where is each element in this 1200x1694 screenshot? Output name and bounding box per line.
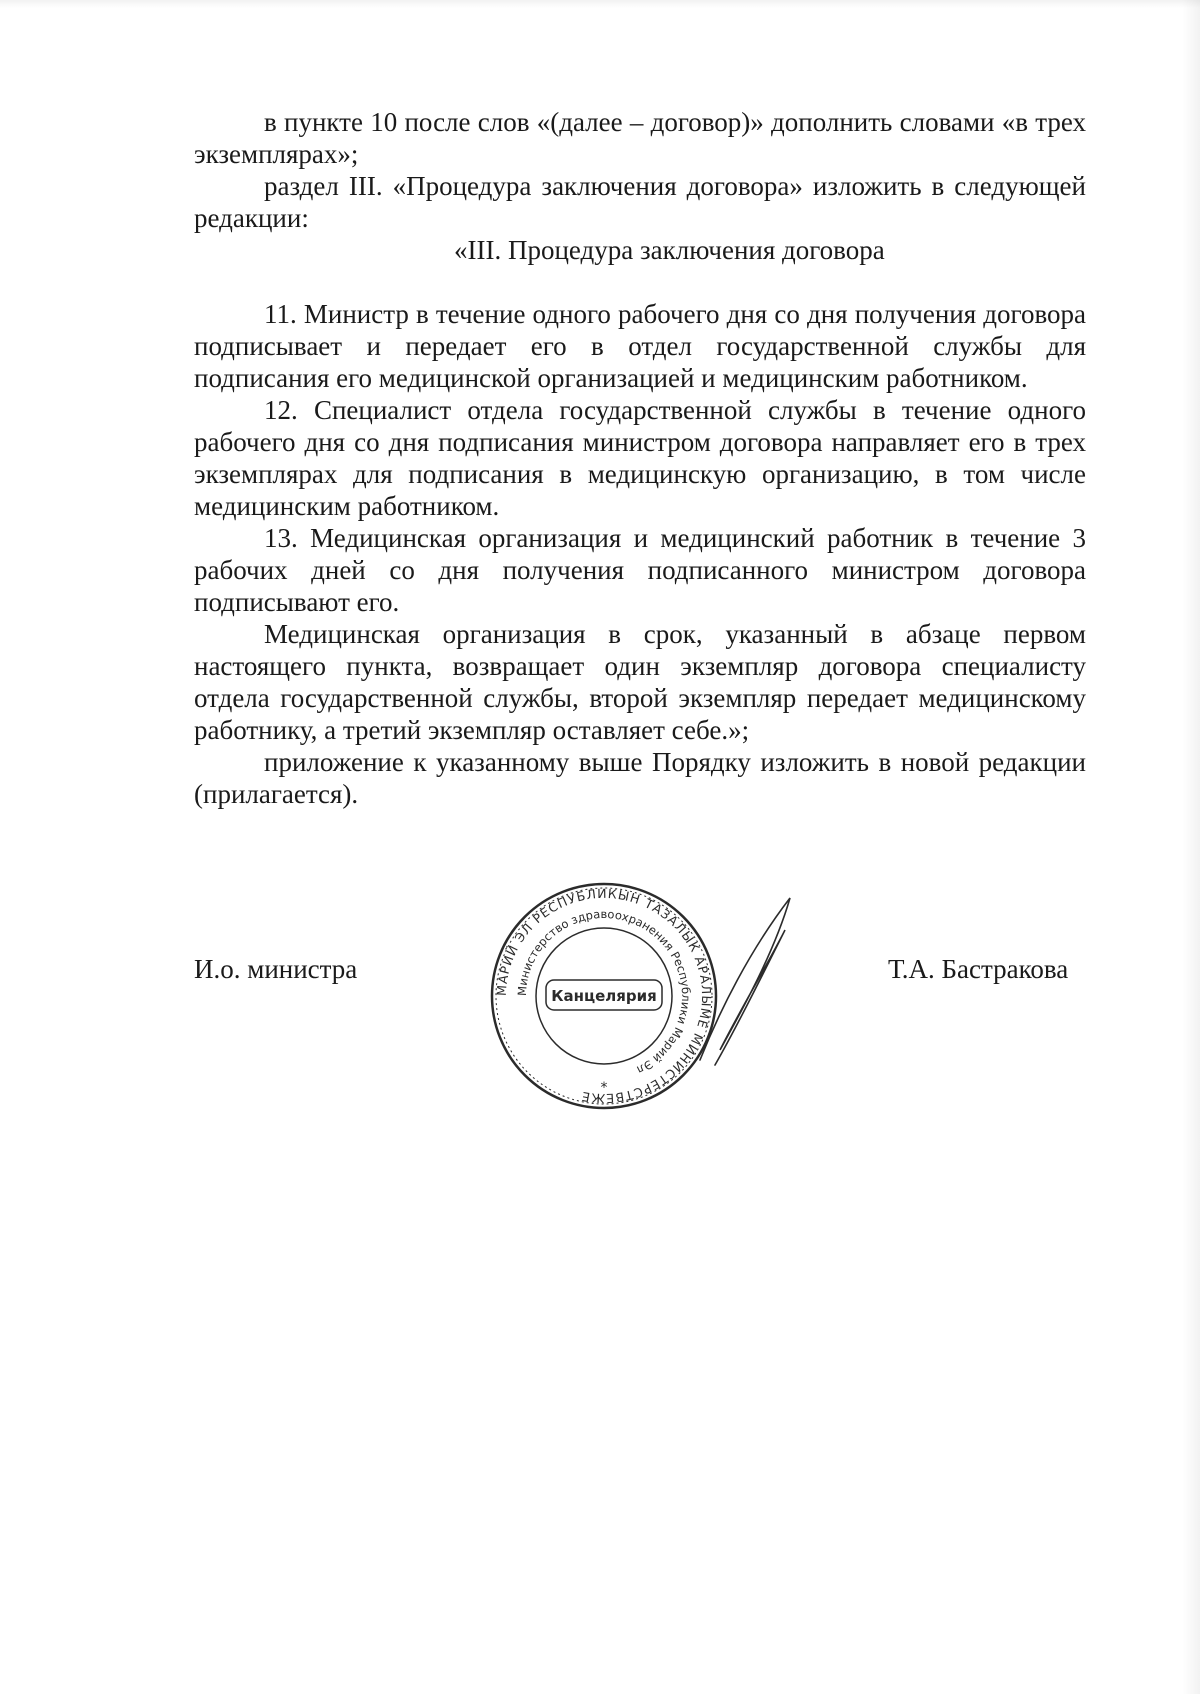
paragraph-13-second: Медицинская организация в срок, указанный в абзаце первом настоящего пункта, возвращает один экземпляр договора специалисту отдела государственной службы, второй экземпляр передает медицинскому работнику, а третий экземпляр оставляет себе.»; <box>194 619 1086 745</box>
paragraph-13: 13. Медицинская организация и медицинский работник в течение 3 рабочих дней со дня получения подписанного министром договора подписывают его. <box>194 523 1086 617</box>
document-body <box>194 106 1086 810</box>
scan-edge-shadow <box>1182 0 1200 1694</box>
signer-position: И.о. министра <box>194 954 358 984</box>
paragraph-amend-section-3: раздел III. «Процедура заключения договора» изложить в следующей редакции: <box>194 171 1086 233</box>
seal-star: * <box>600 1080 608 1096</box>
seal-center-text: Канцелярия <box>551 987 657 1005</box>
handwritten-signature <box>690 890 800 1070</box>
paragraph-appendix: приложение к указанному выше Порядку изложить в новой редакции (прилагается). <box>194 747 1086 809</box>
official-seal <box>488 880 720 1112</box>
paragraph-amend-point-10: в пункте 10 после слов «(далее – договор)» дополнить словами «в трех экземплярах»; <box>194 107 1086 169</box>
section-heading: «III. Процедура заключения договора <box>454 235 885 265</box>
paragraph-11: 11. Министр в течение одного рабочего дня со дня получения договора подписывает и передает его в отдел государственной службы для подписания его медицинской организацией и медицинским работником. <box>194 299 1086 393</box>
paragraph-12: 12. Специалист отдела государственной службы в течение одного рабочего дня со дня подписания министром договора направляет его в трех экземплярах для подписания в медицинскую организацию, в том числе медицинским работником. <box>194 395 1086 521</box>
seal-inner-text: Министерство здравоохранения Республики Марий Эл <box>514 906 694 1078</box>
seal-outer-text: МАРИЙ ЭЛ РЕСПУБЛИКЫН ТАЗАЛЫК АРАЛЫМЕ МИНИСТЕРСТВЕЖЕ <box>493 885 715 1107</box>
signer-name: Т.А. Бастракова <box>888 954 1069 984</box>
blank-line <box>194 266 1086 298</box>
signature-stroke <box>700 898 790 1065</box>
scan-top-shadow <box>0 0 1200 8</box>
